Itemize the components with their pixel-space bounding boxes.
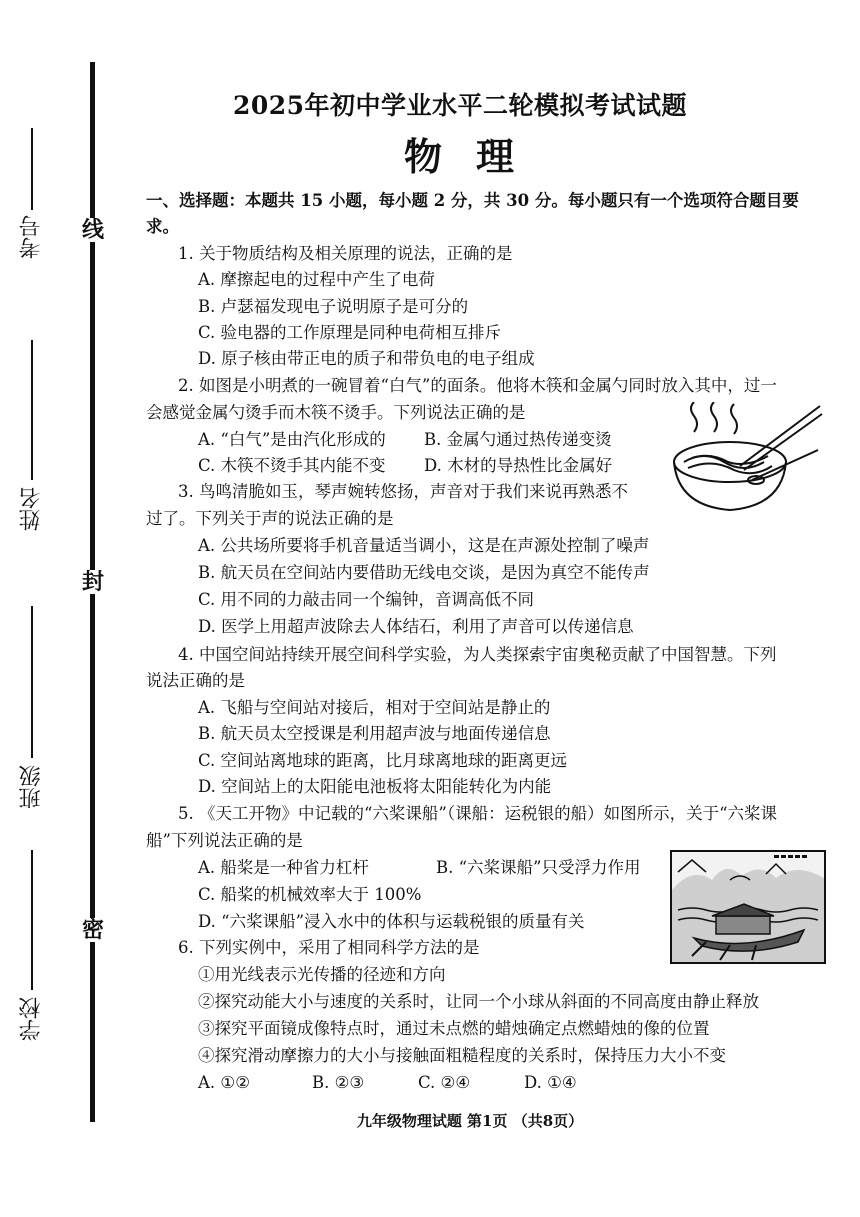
q1-stem: 1. 关于物质结构及相关原理的说法，正确的是 bbox=[178, 244, 513, 263]
q2-option-c: C. 木筷不烫手其内能不变 bbox=[198, 456, 386, 475]
q1-option-b: B. 卢瑟福发现电子说明原子是可分的 bbox=[198, 297, 469, 316]
q6-item-3: ③探究平面镜成像特点时，通过未点燃的蜡烛确定点燃蜡烛的像的位置 bbox=[198, 1019, 710, 1038]
q3-option-a: A. 公共场所要将手机音量适当调小，这是在声源处控制了噪声 bbox=[198, 536, 650, 555]
q3-stem: 3. 鸟鸣清脆如玉，琴声婉转悠扬，声音对于我们来说再熟悉不 bbox=[178, 482, 628, 501]
q6-option-c: C. ②④ bbox=[418, 1073, 471, 1092]
exam-number-label: 考号 bbox=[19, 215, 44, 259]
q2-option-a: A. “白气”是由汽化形成的 bbox=[198, 430, 386, 449]
q6-item-2: ②探究动能大小与速度的关系时，让同一个小球从斜面的不同高度由静止释放 bbox=[198, 992, 759, 1011]
school-line bbox=[31, 850, 33, 990]
q5-stem: 5. 《天工开物》中记载的“六桨课船”（课船：运税银的船）如图所示，关于“六桨课 bbox=[178, 804, 778, 823]
q5-option-c: C. 船桨的机械效率大于 100% bbox=[198, 885, 422, 904]
q3-option-b: B. 航天员在空间站内要借助无线电交谈，是因为真空不能传声 bbox=[198, 563, 650, 582]
q2-stem-cont: 会感觉金属勺烫手而木筷不烫手。下列说法正确的是 bbox=[146, 403, 526, 422]
q4-stem-cont: 说法正确的是 bbox=[146, 671, 245, 690]
class-line bbox=[31, 606, 33, 758]
q4-option-b: B. 航天员太空授课是利用超声波与地面传递信息 bbox=[198, 724, 551, 743]
q2-option-b: B. 金属勺通过热传递变烫 bbox=[424, 430, 612, 449]
q4-option-a: A. 飞船与空间站对接后，相对于空间站是静止的 bbox=[198, 698, 551, 717]
class-label: 班级 bbox=[19, 765, 44, 809]
q4-option-d: D. 空间站上的太阳能电池板将太阳能转化为内能 bbox=[198, 777, 552, 796]
section-heading-cont: 求。 bbox=[146, 217, 179, 236]
q1-option-d: D. 原子核由带正电的质子和带负电的电子组成 bbox=[198, 349, 535, 368]
subject-title: 物理 bbox=[403, 134, 548, 179]
q4-stem: 4. 中国空间站持续开展空间科学实验，为人类探索宇宙奥秘贡献了中国智慧。下列 bbox=[178, 645, 777, 664]
q6-item-4: ④探究滑动摩擦力的大小与接触面粗糙程度的关系时，保持压力大小不变 bbox=[198, 1046, 726, 1065]
section-heading: 一、选择题：本题共 15 小题，每小题 2 分，共 30 分。每小题只有一个选项符合题目要 bbox=[146, 191, 799, 210]
q5-option-d: D. “六桨课船”浸入水中的体积与运载税银的质量有关 bbox=[198, 912, 585, 931]
page-footer: 九年级物理试题 第1页 （共8页） bbox=[356, 1112, 584, 1130]
exam-title: 2025年初中学业水平二轮模拟考试试题 bbox=[232, 91, 688, 120]
name-label: 姓名 bbox=[19, 487, 44, 531]
q3-option-d: D. 医学上用超声波除去人体结石，利用了声音可以传递信息 bbox=[198, 617, 634, 636]
q6-item-1: ①用光线表示光传播的径迹和方向 bbox=[198, 965, 446, 984]
noodle-bowl-figure bbox=[670, 402, 824, 514]
q6-option-d: D. ①④ bbox=[524, 1073, 577, 1092]
q6-stem: 6. 下列实例中，采用了相同科学方法的是 bbox=[178, 938, 480, 957]
six-oar-boat-figure bbox=[670, 850, 826, 964]
q6-option-a: A. ①② bbox=[198, 1073, 250, 1092]
exam-number-line bbox=[31, 128, 33, 210]
q4-option-c: C. 空间站离地球的距离，比月球离地球的距离更远 bbox=[198, 751, 568, 770]
seal-char-xian: 线 bbox=[81, 217, 104, 243]
q1-option-a: A. 摩擦起电的过程中产生了电荷 bbox=[198, 270, 435, 289]
q3-option-c: C. 用不同的力敲击同一个编钟，音调高低不同 bbox=[198, 590, 535, 609]
q5-option-a: A. 船桨是一种省力杠杆 bbox=[198, 858, 369, 877]
seal-char-feng: 封 bbox=[81, 569, 104, 595]
name-line bbox=[31, 340, 33, 480]
seal-char-mi: 密 bbox=[81, 917, 104, 943]
q5-option-b: B. “六桨课船”只受浮力作用 bbox=[436, 858, 641, 877]
q2-option-d: D. 木材的导热性比金属好 bbox=[424, 456, 613, 475]
q5-stem-cont: 船”下列说法正确的是 bbox=[146, 831, 303, 850]
q3-stem-cont: 过了。下列关于声的说法正确的是 bbox=[146, 509, 394, 528]
school-label: 学校 bbox=[19, 997, 44, 1041]
q2-stem: 2. 如图是小明煮的一碗冒着“白气”的面条。他将木筷和金属勺同时放入其中，过一 bbox=[178, 376, 777, 395]
q6-option-b: B. ②③ bbox=[312, 1073, 365, 1092]
q1-option-c: C. 验电器的工作原理是同种电荷相互排斥 bbox=[198, 323, 502, 342]
